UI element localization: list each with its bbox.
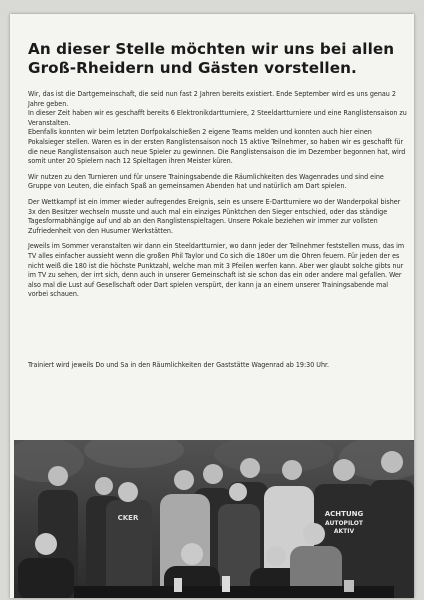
paragraph-intro: Wir, das ist die Dartgemeinschaft, die seid nun fast 2 Jahren bereits existiert. Ende September wird es uns genau 2 Jahre geben. [28, 89, 396, 108]
shirt-text-autopilot: AUTOPILOT [325, 520, 363, 527]
paragraph-ranking: Ebenfalls konnten wir beim letzten Dorfpokalschießen 2 eigene Teams melden und konnten auch hier einen Pokalsieger stellen. Waren es in der ersten Ranglistensaison noch 15 aktive Teilnehmer, so haben wir es geschafft für die neue Ranglistensaison auch neue Spieler zu gewinnen. Die Ranglistensaison die im Dezember begonnen hat, wird somit unter 20 Spielern nach 12 Spieltagen ihren Meister küren. [28, 127, 406, 166]
article-body [28, 89, 408, 305]
group-photo-drawing [14, 440, 414, 598]
document-page [10, 14, 414, 598]
group-photo [14, 440, 414, 598]
page-headline: An dieser Stelle möchten wir uns bei allen Groß-Rheidern und Gästen vorstellen. [28, 40, 395, 77]
training-times: Trainiert wird jeweils Do und Sa in den Räumlichkeiten der Gaststätte Wagenrad ab 19:30 Uhr. [28, 360, 330, 369]
shirt-text-cker: CKER [117, 514, 139, 522]
shirt-text-achtung: ACHTUNG [324, 510, 364, 518]
paragraph-competition: Der Wettkampf ist ein immer wieder aufregendes Ereignis, sein es unsere E-Dartturniere wo der Wanderpokal bisher 3x den Besitzer wechseln musste und auch mal ein einziges Pünktchen den Sieger entschied, oder das ständige Tagesformabhängige auf und ab an den Ranglistenspieltagen. Unsere Pokale beziehen wir immer zur vollsten Zufriedenheit von den Husumer Werkstätten. [28, 196, 401, 235]
paragraph-events: In dieser Zeit haben wir es geschafft bereits 6 Elektronikdartturniere, 2 Steeldartturniere und eine Ranglistensaison zu Veranstalten. [28, 108, 407, 127]
paragraph-venue: Wir nutzen zu den Turnieren und für unsere Trainingsabende die Räumlichkeiten des Wagenrades und sind eine Gruppe von Leuten, die einfach Spaß an gemeinsamen Abenden hat und natürlich am Dart spielen. [28, 171, 384, 191]
paragraph-steeldart: Jeweils im Sommer veranstalten wir dann ein Steeldartturnier, wo dann jeder der Teilnehmer feststellen muss, das im TV alles einfacher aussieht wenn die großen Phil Taylor und Co sich die 180er um die Ohren feuern. Für jeden der es nicht weiß die 180 ist die höchste Punktzahl, welche man mit 3 Pfeilen werfen kann. Aber wer glaubt solche gibts nur im TV zu sehen, der irrt sich, denn auch in unserer Gemeinschaft ist sie schon das ein oder andere mal gefallen. Wer also mal die Lust auf Gesellschaft oder Dart spielen verspürt, der kann ja an einem unserer Trainingsabende mal vorbei schauen. [28, 241, 405, 299]
shirt-text-aktiv: AKTIV [333, 528, 355, 535]
